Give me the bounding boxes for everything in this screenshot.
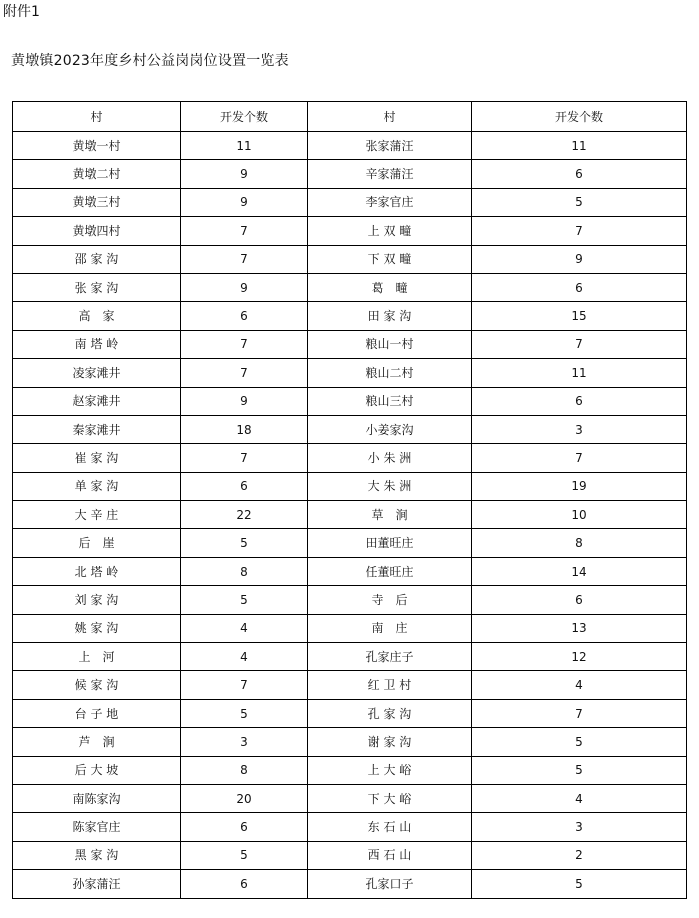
table-row [13,245,687,273]
count-cell: 7 [181,217,308,245]
table-row [13,586,687,614]
count-cell: 8 [181,756,308,784]
count-cell: 19 [472,472,687,500]
table-row [13,132,687,160]
count-cell: 8 [181,557,308,585]
village-cell: 北 塔 岭 [13,557,181,585]
count-cell: 22 [181,501,308,529]
table-row [13,529,687,557]
header-count-right: 开发个数 [472,102,687,132]
count-cell: 7 [181,330,308,358]
table-row [13,841,687,869]
village-cell: 南 庄 [308,614,472,642]
village-cell: 孔家庄子 [308,643,472,671]
village-cell: 寺 后 [308,586,472,614]
village-cell: 刘 家 沟 [13,586,181,614]
table-row [13,813,687,841]
village-cell: 上 河 [13,643,181,671]
count-cell: 13 [472,614,687,642]
village-cell: 粮山一村 [308,330,472,358]
header-village-left: 村 [13,102,181,132]
count-cell: 9 [181,387,308,415]
table-row [13,472,687,500]
table-row [13,330,687,358]
village-cell: 邵 家 沟 [13,245,181,273]
count-cell: 3 [472,813,687,841]
count-cell: 10 [472,501,687,529]
village-cell: 张 家 沟 [13,273,181,301]
village-cell: 大 辛 庄 [13,501,181,529]
count-cell: 7 [181,245,308,273]
table-row [13,188,687,216]
count-cell: 3 [181,728,308,756]
count-cell: 6 [181,302,308,330]
village-cell: 黄墩一村 [13,132,181,160]
count-cell: 9 [181,273,308,301]
table-row [13,557,687,585]
table-row [13,387,687,415]
village-cell: 粮山二村 [308,359,472,387]
village-cell: 上 双 疃 [308,217,472,245]
table-row [13,671,687,699]
village-cell: 单 家 沟 [13,472,181,500]
village-cell: 后 大 坡 [13,756,181,784]
village-cell: 下 双 疃 [308,245,472,273]
count-cell: 15 [472,302,687,330]
table-row [13,870,687,898]
village-cell: 崔 家 沟 [13,444,181,472]
village-cell: 下 大 峪 [308,784,472,812]
count-cell: 5 [181,586,308,614]
count-cell: 12 [472,643,687,671]
village-cell: 黑 家 沟 [13,841,181,869]
village-cell: 草 涧 [308,501,472,529]
village-cell: 辛家蒲汪 [308,160,472,188]
village-cell: 黄墩二村 [13,160,181,188]
village-cell: 张家蒲汪 [308,132,472,160]
village-cell: 田董旺庄 [308,529,472,557]
village-cell: 凌家滩井 [13,359,181,387]
count-cell: 6 [472,586,687,614]
village-cell: 黄墩三村 [13,188,181,216]
count-cell: 9 [181,160,308,188]
village-cell: 上 大 峪 [308,756,472,784]
count-cell: 5 [181,529,308,557]
count-cell: 5 [181,699,308,727]
count-cell: 7 [472,699,687,727]
village-cell: 后 崖 [13,529,181,557]
table-row [13,728,687,756]
count-cell: 11 [472,132,687,160]
header-count-left: 开发个数 [181,102,308,132]
count-cell: 4 [472,784,687,812]
village-cell: 芦 涧 [13,728,181,756]
village-cell: 东 石 山 [308,813,472,841]
village-cell: 谢 家 沟 [308,728,472,756]
village-cell: 南陈家沟 [13,784,181,812]
village-posts-table [12,101,687,899]
table-row [13,160,687,188]
table-row [13,784,687,812]
count-cell: 7 [472,217,687,245]
count-cell: 7 [181,671,308,699]
count-cell: 2 [472,841,687,869]
count-cell: 9 [181,188,308,216]
village-cell: 粮山三村 [308,387,472,415]
count-cell: 4 [181,643,308,671]
village-cell: 小 朱 洲 [308,444,472,472]
table-row [13,444,687,472]
village-cell: 南 塔 岭 [13,330,181,358]
count-cell: 5 [472,188,687,216]
count-cell: 7 [181,444,308,472]
village-cell: 黄墩四村 [13,217,181,245]
table-row [13,302,687,330]
table-body [13,132,687,899]
count-cell: 5 [472,756,687,784]
header-village-right: 村 [308,102,472,132]
village-cell: 李家官庄 [308,188,472,216]
village-cell: 候 家 沟 [13,671,181,699]
count-cell: 20 [181,784,308,812]
count-cell: 6 [472,160,687,188]
count-cell: 11 [472,359,687,387]
table-row [13,273,687,301]
count-cell: 3 [472,415,687,443]
village-cell: 大 朱 洲 [308,472,472,500]
document-title: 黄墩镇2023年度乡村公益岗岗位设置一览表 [11,53,289,69]
village-cell: 秦家滩井 [13,415,181,443]
count-cell: 6 [181,870,308,898]
count-cell: 14 [472,557,687,585]
village-cell: 孔家口子 [308,870,472,898]
village-cell: 赵家滩井 [13,387,181,415]
header-row [13,102,687,132]
count-cell: 9 [472,245,687,273]
village-cell: 葛 疃 [308,273,472,301]
table-row [13,217,687,245]
table-row [13,359,687,387]
count-cell: 8 [472,529,687,557]
count-cell: 6 [181,472,308,500]
village-cell: 姚 家 沟 [13,614,181,642]
count-cell: 6 [181,813,308,841]
table-row [13,756,687,784]
count-cell: 6 [472,387,687,415]
count-cell: 5 [472,870,687,898]
table-row [13,614,687,642]
village-cell: 西 石 山 [308,841,472,869]
village-cell: 台 子 地 [13,699,181,727]
village-cell: 小姜家沟 [308,415,472,443]
table-header [13,102,687,132]
attachment-label: 附件1 [3,4,40,20]
village-cell: 高 家 [13,302,181,330]
village-cell: 孙家蒲汪 [13,870,181,898]
count-cell: 7 [181,359,308,387]
table-row [13,415,687,443]
table-row [13,699,687,727]
count-cell: 6 [472,273,687,301]
village-cell: 红 卫 村 [308,671,472,699]
village-cell: 任董旺庄 [308,557,472,585]
table-row [13,643,687,671]
table-row [13,501,687,529]
count-cell: 5 [472,728,687,756]
village-cell: 田 家 沟 [308,302,472,330]
village-cell: 陈家官庄 [13,813,181,841]
count-cell: 4 [472,671,687,699]
count-cell: 11 [181,132,308,160]
count-cell: 7 [472,444,687,472]
count-cell: 4 [181,614,308,642]
count-cell: 18 [181,415,308,443]
count-cell: 5 [181,841,308,869]
village-cell: 孔 家 沟 [308,699,472,727]
count-cell: 7 [472,330,687,358]
